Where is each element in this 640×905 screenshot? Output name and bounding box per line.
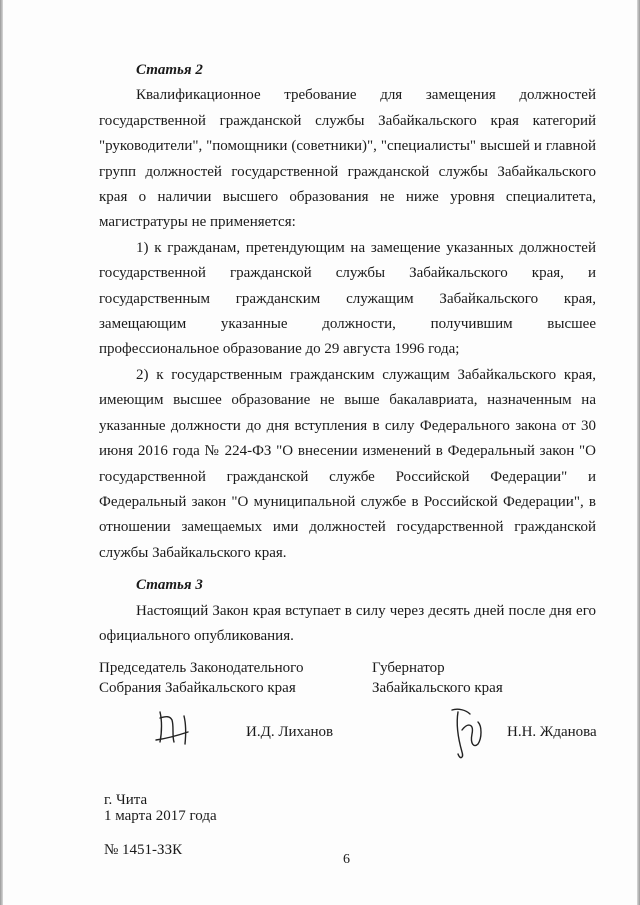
scan-edge-left	[0, 0, 3, 905]
article-3-text: Настоящий Закон края вступает в силу через десять дней после дня его официального опубликования.	[99, 602, 596, 644]
left-signatory-title	[99, 658, 303, 698]
page-number: 6	[343, 852, 350, 867]
left-handwritten-signature	[150, 704, 210, 748]
right-signatory-name: Н.Н. Жданова	[507, 724, 597, 740]
article-2-heading: Статья 2	[136, 62, 203, 78]
document-body	[99, 58, 596, 649]
article-2-item-2: 2) к государственным гражданским служащим Забайкальского края, имеющим высшее образование не выше бакалавриата, назначенным на указанные должности до дня вступления в силу Федерального закона от 30 июня 2016 года № 224-ФЗ "О внесении изменений в Федеральный закон "О государственной гражданской службе Российской Федерации" и Федеральный закон "О муниципальной службе в Российской Федерации", в отношении замещаемых ими должностей государственной гражданской службы Забайкальского края.	[99, 366, 596, 561]
article-3-heading: Статья 3	[136, 577, 203, 594]
left-title-line-2: Собрания Забайкальского края	[99, 680, 296, 696]
place: г. Чита	[104, 792, 148, 808]
right-handwritten-signature	[444, 704, 492, 762]
article-2-intro: Квалификационное требование для замещения должностей государственной гражданской службы Забайкальского края категорий "руководители", "помощники (советники)", "специалисты" высшей и главной групп должностей государственной гражданской службы Забайкальского края о наличии высшего образования не ниже уровня специалитета, магистратуры не применяется:	[99, 87, 596, 231]
right-signatory-title	[372, 658, 503, 698]
article-2-item-1: 1) к гражданам, претендующим на замещение указанных должностей государственной гражданской службы Забайкальского края, и государственным гражданским служащим Забайкальского края, замещающим указанные должности, получившим высшее профессиональное образование до 29 августа 1996 года;	[99, 239, 596, 358]
law-number: № 1451-ЗЗК	[104, 842, 183, 858]
left-signatory-name: И.Д. Лиханов	[246, 724, 334, 740]
left-title-line-1: Председатель Законодательного	[99, 660, 304, 676]
date: 1 марта 2017 года	[104, 808, 217, 824]
right-title-line-2: Забайкальского края	[372, 680, 503, 696]
right-title-line-1: Губернатор	[372, 660, 445, 676]
